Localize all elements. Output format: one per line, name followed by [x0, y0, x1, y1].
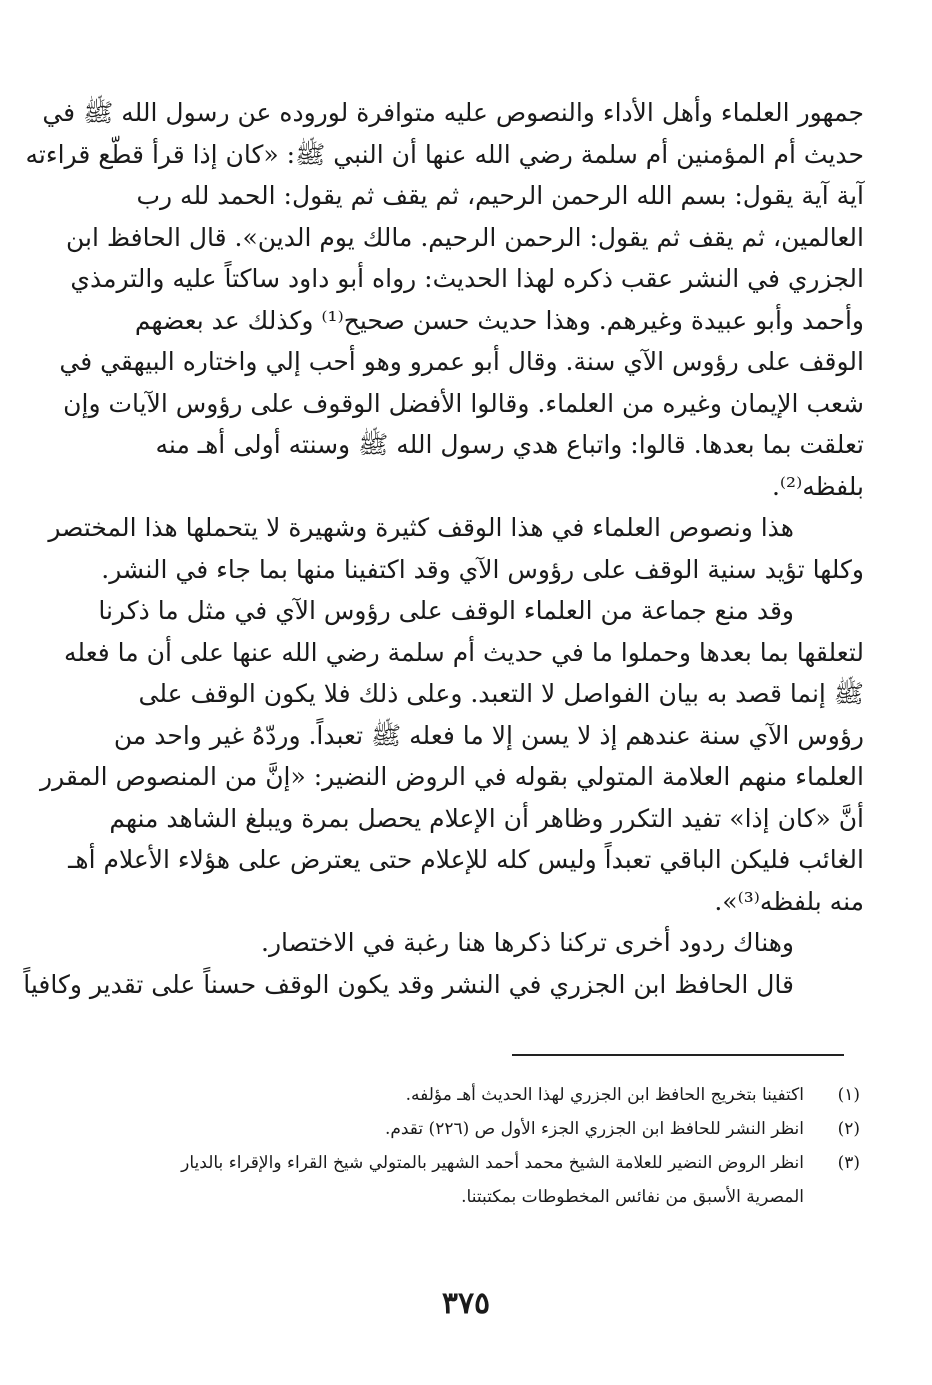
- body-text: [23, 92, 864, 1005]
- text-line: هذا ونصوص العلماء في هذا الوقف كثيرة وشهيرة لا يتحملها هذا المختصر: [48, 513, 794, 542]
- footnote: [92, 1078, 860, 1112]
- text-line: تعلقت بما بعدها. قالوا: واتباع هدي رسول الله ﷺ وسنته أولى أهـ منه: [155, 430, 864, 459]
- text-line: العلماء منهم العلامة المتولي بقوله في الروض النضير: «إنَّ من المنصوص المقرر: [40, 762, 864, 791]
- footnote-line: انظر النشر للحافظ ابن الجزري الجزء الأول ص (٢٢٦) تقدم.: [384, 1119, 804, 1139]
- text-line: أنَّ «كان إذا» تفيد التكرر وظاهر أن الإعلام يحصل بمرة ويبلغ الشاهد منهم: [109, 803, 864, 833]
- text-line: الوقف على رؤوس الآي سنة. وقال أبو عمرو وهو أحب إلي واختاره البيهقي في: [59, 347, 864, 376]
- text-line: وهناك ردود أخرى تركنا ذكرها هنا رغبة في الاختصار.: [261, 928, 794, 957]
- text-line: العالمين، ثم يقف ثم يقول: الرحمن الرحيم. مالك يوم الدين». قال الحافظ ابن: [66, 222, 864, 252]
- footnote-number: (٢): [837, 1119, 860, 1139]
- text-line: لتعلقها بما بعدها وحملوا ما في حديث أم سلمة رضي الله عنها على أن ما فعله: [64, 637, 864, 667]
- text-line: قال الحافظ ابن الجزري في النشر وقد يكون الوقف حسناً على تقدير وكافياً: [23, 969, 794, 999]
- footnote-number: (١): [837, 1085, 860, 1105]
- footnote-divider: [512, 1054, 844, 1056]
- text-line: شعب الإيمان وغيره من العلماء. وقالوا الأفضل الوقوف على رؤوس الآيات وإن: [63, 388, 864, 418]
- text-line: الجزري في النشر عقب ذكره لهذا الحديث: رواه أبو داود ساكتاً عليه والترمذي: [70, 264, 864, 293]
- footnote-text: [92, 1078, 804, 1112]
- page-number: ٣٧٥: [441, 1286, 491, 1321]
- text-line: منه بلفظه⁽³⁾».: [714, 886, 864, 916]
- footnote-number: (٣): [837, 1153, 860, 1173]
- footnote: [92, 1146, 860, 1214]
- text-line: آية آية يقول: بسم الله الرحمن الرحيم، ثم يقف ثم يقول: الحمد لله رب: [136, 181, 864, 210]
- footnote-text: [92, 1112, 804, 1146]
- text-line: وأحمد وأبو عبيدة وغيرهم. وهذا حديث حسن صحيح⁽¹⁾ وكذلك عد بعضهم: [134, 305, 864, 335]
- footnote-line: المصرية الأسبق من نفائس المخطوطات بمكتبتنا.: [461, 1187, 804, 1207]
- text-line: الغائب فليكن الباقي تعبداً وليس كله للإعلام حتى يعترض على هؤلاء الأعلام أهـ: [68, 845, 864, 874]
- footnote-text: [92, 1146, 804, 1214]
- footnote-line: انظر الروض النضير للعلامة الشيخ محمد أحمد الشهير بالمتولي شيخ القراء والإقراء بالديار: [181, 1153, 804, 1173]
- text-line: وكلها تؤيد سنية الوقف على رؤوس الآي وقد اكتفينا منها بما جاء في النشر.: [101, 554, 864, 584]
- text-line: حديث أم المؤمنين أم سلمة رضي الله عنها أن النبي ﷺ: «كان إذا قرأ قطّع قراءته: [25, 139, 864, 169]
- footnotes: [92, 1078, 860, 1214]
- text-line: بلفظه⁽²⁾.: [771, 471, 864, 501]
- text-line: رؤوس الآي سنة عندهم إذ لا يسن إلا ما فعله ﷺ تعبداً. وردّهُ غير واحد من: [113, 720, 864, 750]
- text-line: ﷺ إنما قصد به بيان الفواصل لا التعبد. وعلى ذلك فلا يكون الوقف على: [138, 679, 864, 708]
- text-line: وقد منع جماعة من العلماء الوقف على رؤوس الآي في مثل ما ذكرنا: [98, 596, 794, 625]
- footnote-line: اكتفينا بتخريج الحافظ ابن الجزري لهذا الحديث أهـ مؤلفه.: [405, 1085, 804, 1105]
- text-line: جمهور العلماء وأهل الأداء والنصوص عليه متوافرة لوروده عن رسول الله ﷺ في: [42, 98, 864, 127]
- footnote: [92, 1112, 860, 1146]
